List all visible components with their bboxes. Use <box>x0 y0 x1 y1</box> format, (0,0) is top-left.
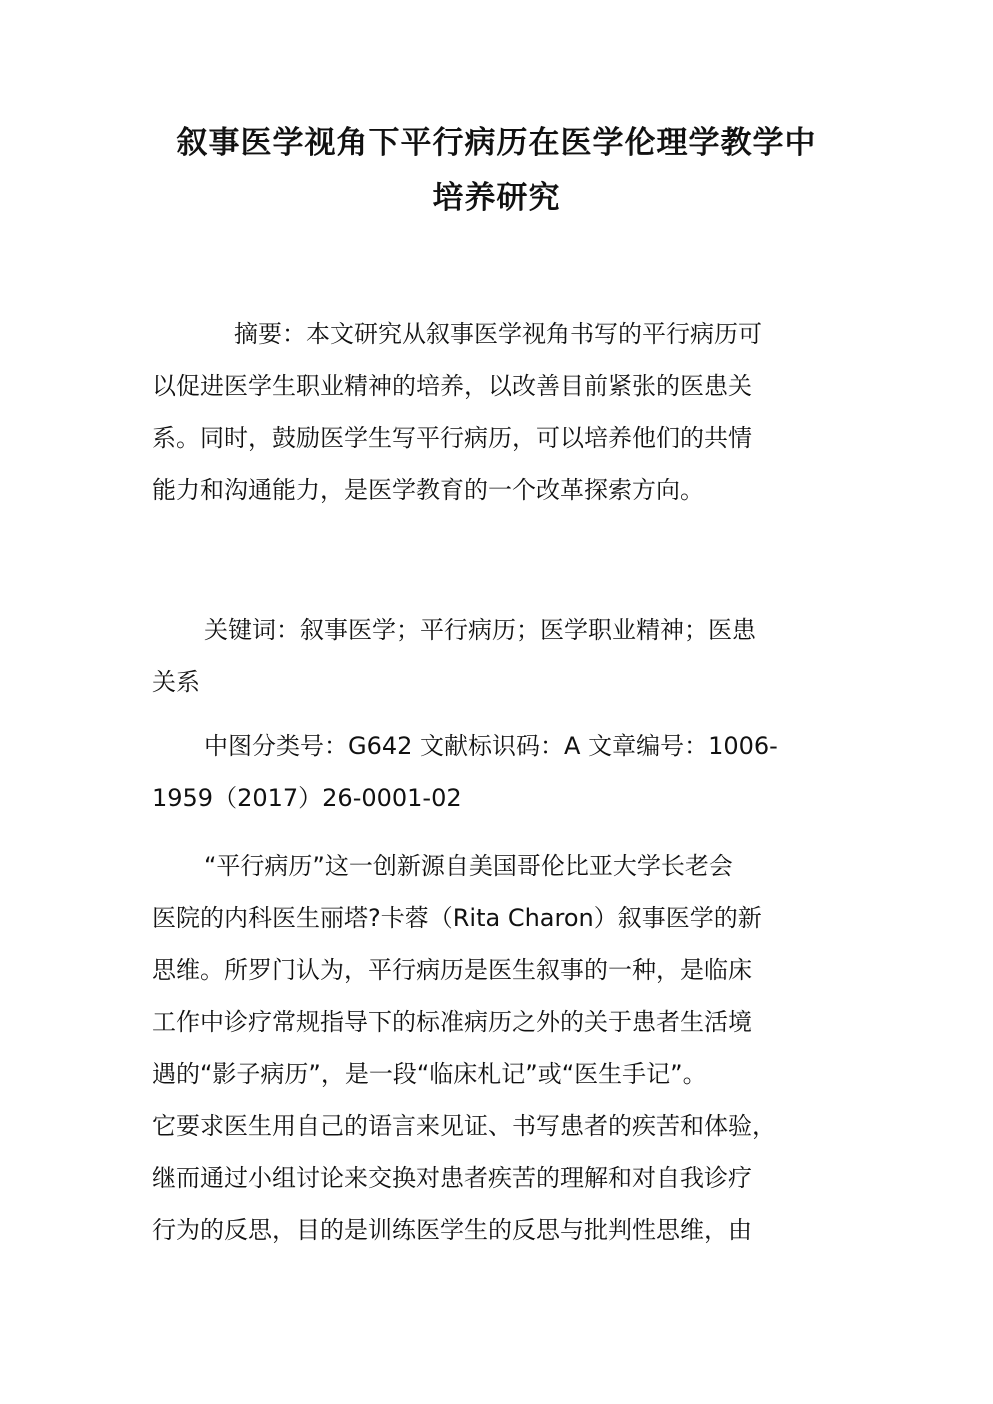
body-line: 思维。所罗门认为，平行病历是医生叙事的一种，是临床 <box>152 956 752 984</box>
classification-line: 1959（2017）26-0001-02 <box>152 784 462 812</box>
body-line: 医院的内科医生丽塔?卡蓉（Rita Charon）叙事医学的新 <box>152 904 762 932</box>
body-line: 它要求医生用自己的语言来见证、书写患者的疾苦和体验， <box>152 1112 776 1140</box>
body-line: 遇的“影子病历”，是一段“临床札记”或“医生手记”。 <box>152 1060 707 1088</box>
abstract-line: 摘要：本文研究从叙事医学视角书写的平行病历可 <box>234 320 762 348</box>
classification-line: 中图分类号：G642 文献标识码：A 文章编号：1006- <box>204 732 778 760</box>
keywords-line: 关键词：叙事医学；平行病历；医学职业精神；医患 <box>204 616 756 644</box>
body-line: 继而通过小组讨论来交换对患者疾苦的理解和对自我诊疗 <box>152 1164 752 1192</box>
abstract-line: 系。同时，鼓励医学生写平行病历，可以培养他们的共情 <box>152 424 752 452</box>
keywords-line: 关系 <box>152 668 200 696</box>
abstract-line: 以促进医学生职业精神的培养，以改善目前紧张的医患关 <box>152 372 752 400</box>
abstract-paragraph <box>152 308 824 516</box>
classification-paragraph <box>152 720 824 824</box>
body-line: 行为的反思，目的是训练医学生的反思与批判性思维，由 <box>152 1216 752 1244</box>
abstract-line: 能力和沟通能力，是医学教育的一个改革探索方向。 <box>152 476 704 504</box>
title-line-2: 培养研究 <box>432 180 561 216</box>
body-line: “平行病历”这一创新源自美国哥伦比亚大学长老会 <box>204 852 733 880</box>
page-title <box>148 116 845 226</box>
title-line-1: 叙事医学视角下平行病历在医学伦理学教学中 <box>176 125 817 161</box>
body-line: 工作中诊疗常规指导下的标准病历之外的关于患者生活境 <box>152 1008 752 1036</box>
body-paragraph <box>152 840 824 1256</box>
keywords-paragraph <box>152 604 824 708</box>
